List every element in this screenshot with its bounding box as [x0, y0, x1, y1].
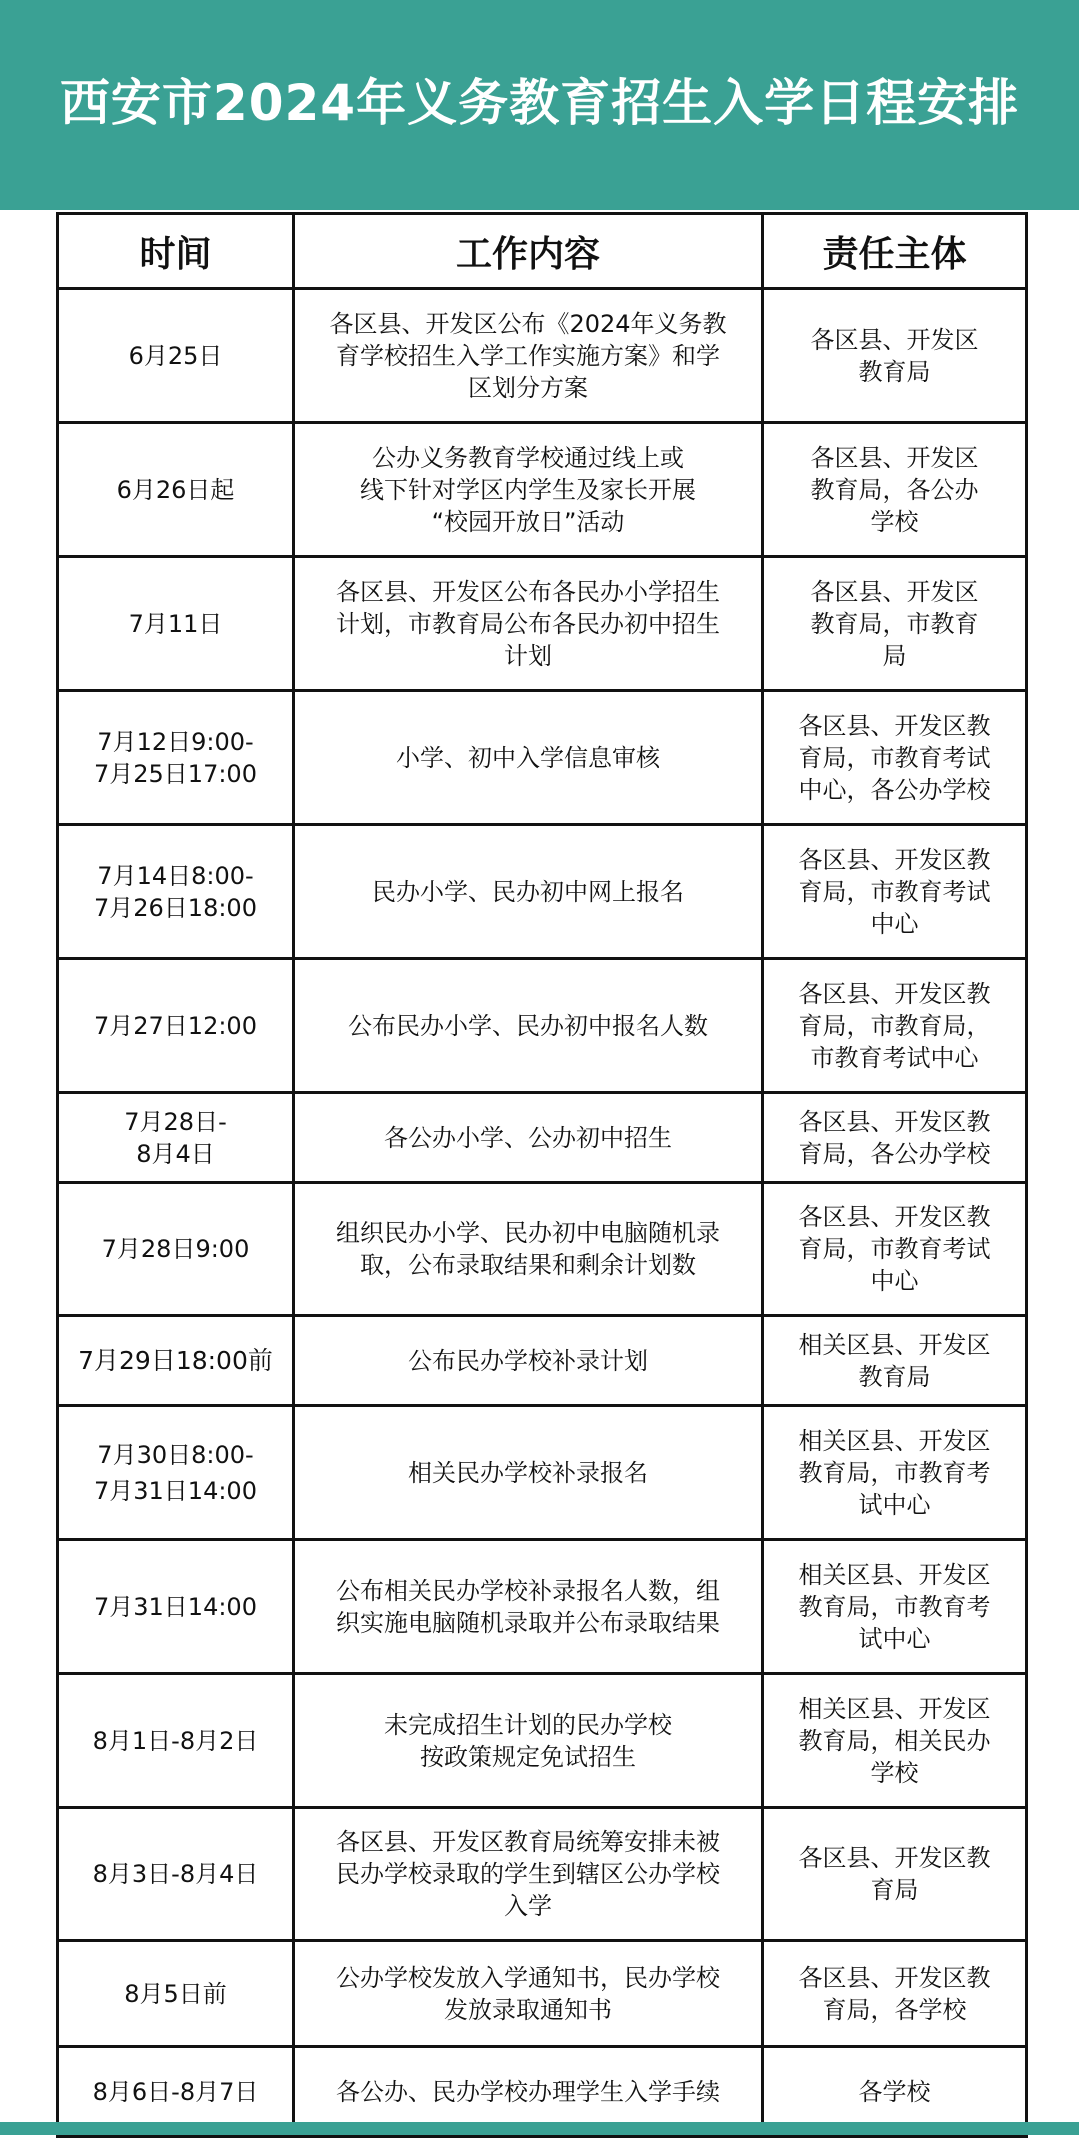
- cell-content: 公布民办学校补录计划: [294, 1316, 763, 1406]
- cell-time: 7月31日14:00: [58, 1540, 294, 1674]
- cell-time: 7月28日9:00: [58, 1183, 294, 1316]
- cell-owner: 各区县、开发区教 育局: [763, 1808, 1027, 1941]
- cell-owner: 相关区县、开发区 教育局: [763, 1316, 1027, 1406]
- cell-time: 6月26日起: [58, 423, 294, 557]
- cell-time: 8月5日前: [58, 1941, 294, 2047]
- cell-owner: 相关区县、开发区 教育局，市教育考 试中心: [763, 1406, 1027, 1540]
- bottom-bar: [0, 2122, 1079, 2135]
- cell-content: 组织民办小学、民办初中电脑随机录 取，公布录取结果和剩余计划数: [294, 1183, 763, 1316]
- table-row: [58, 825, 1027, 959]
- table-row: [58, 1540, 1027, 1674]
- schedule-table: [56, 212, 1028, 2138]
- cell-content: 各公办小学、公办初中招生: [294, 1093, 763, 1183]
- cell-owner: 相关区县、开发区 教育局，相关民办 学校: [763, 1674, 1027, 1808]
- table-row: [58, 1093, 1027, 1183]
- cell-time: 6月25日: [58, 289, 294, 423]
- cell-time: 7月28日- 8月4日: [58, 1093, 294, 1183]
- cell-content: 各区县、开发区教育局统筹安排未被 民办学校录取的学生到辖区公办学校 入学: [294, 1808, 763, 1941]
- cell-owner: 各区县、开发区教 育局，市教育考试 中心，各公办学校: [763, 691, 1027, 825]
- cell-content: 公办义务教育学校通过线上或 线下针对学区内学生及家长开展 “校园开放日”活动: [294, 423, 763, 557]
- table-row: [58, 423, 1027, 557]
- cell-owner: 各学校: [763, 2047, 1027, 2137]
- table-row: [58, 557, 1027, 691]
- cell-owner: 各区县、开发区 教育局，各公办 学校: [763, 423, 1027, 557]
- cell-time: 7月30日8:00- 7月31日14:00: [58, 1406, 294, 1540]
- table-row: [58, 1183, 1027, 1316]
- cell-content: 相关民办学校补录报名: [294, 1406, 763, 1540]
- table-row: [58, 1316, 1027, 1406]
- cell-owner: 各区县、开发区教 育局，市教育局， 市教育考试中心: [763, 959, 1027, 1093]
- table-header-row: [58, 214, 1027, 289]
- cell-owner: 各区县、开发区教 育局，各学校: [763, 1941, 1027, 2047]
- cell-time: 8月1日-8月2日: [58, 1674, 294, 1808]
- cell-owner: 各区县、开发区教 育局，市教育考试 中心: [763, 1183, 1027, 1316]
- cell-content: 公办学校发放入学通知书，民办学校 发放录取通知书: [294, 1941, 763, 2047]
- header-time: 时间: [58, 214, 294, 289]
- cell-time: 7月11日: [58, 557, 294, 691]
- cell-content: 公布民办小学、民办初中报名人数: [294, 959, 763, 1093]
- cell-time: 7月14日8:00- 7月26日18:00: [58, 825, 294, 959]
- table-row: [58, 959, 1027, 1093]
- title-banner: [0, 0, 1079, 210]
- cell-content: 民办小学、民办初中网上报名: [294, 825, 763, 959]
- cell-time: 8月3日-8月4日: [58, 1808, 294, 1941]
- cell-content: 公布相关民办学校补录报名人数，组 织实施电脑随机录取并公布录取结果: [294, 1540, 763, 1674]
- cell-content: 小学、初中入学信息审核: [294, 691, 763, 825]
- cell-owner: 各区县、开发区教 育局，市教育考试 中心: [763, 825, 1027, 959]
- table-row: [58, 1808, 1027, 1941]
- table-row: [58, 1674, 1027, 1808]
- cell-content: 各公办、民办学校办理学生入学手续: [294, 2047, 763, 2137]
- cell-time: 7月29日18:00前: [58, 1316, 294, 1406]
- table-row: [58, 289, 1027, 423]
- cell-time: 7月12日9:00- 7月25日17:00: [58, 691, 294, 825]
- cell-time: 8月6日-8月7日: [58, 2047, 294, 2137]
- cell-owner: 各区县、开发区 教育局，市教育 局: [763, 557, 1027, 691]
- cell-content: 各区县、开发区公布《2024年义务教 育学校招生入学工作实施方案》和学 区划分方案: [294, 289, 763, 423]
- table-row: [58, 1406, 1027, 1540]
- table-row: [58, 691, 1027, 825]
- cell-owner: 各区县、开发区教 育局，各公办学校: [763, 1093, 1027, 1183]
- cell-time: 7月27日12:00: [58, 959, 294, 1093]
- table-row: [58, 1941, 1027, 2047]
- header-content: 工作内容: [294, 214, 763, 289]
- cell-content: 未完成招生计划的民办学校 按政策规定免试招生: [294, 1674, 763, 1808]
- page-title: 西安市2024年义务教育招生入学日程安排: [59, 74, 1020, 132]
- cell-owner: 各区县、开发区 教育局: [763, 289, 1027, 423]
- cell-owner: 相关区县、开发区 教育局，市教育考 试中心: [763, 1540, 1027, 1674]
- cell-content: 各区县、开发区公布各民办小学招生 计划，市教育局公布各民办初中招生 计划: [294, 557, 763, 691]
- header-owner: 责任主体: [763, 214, 1027, 289]
